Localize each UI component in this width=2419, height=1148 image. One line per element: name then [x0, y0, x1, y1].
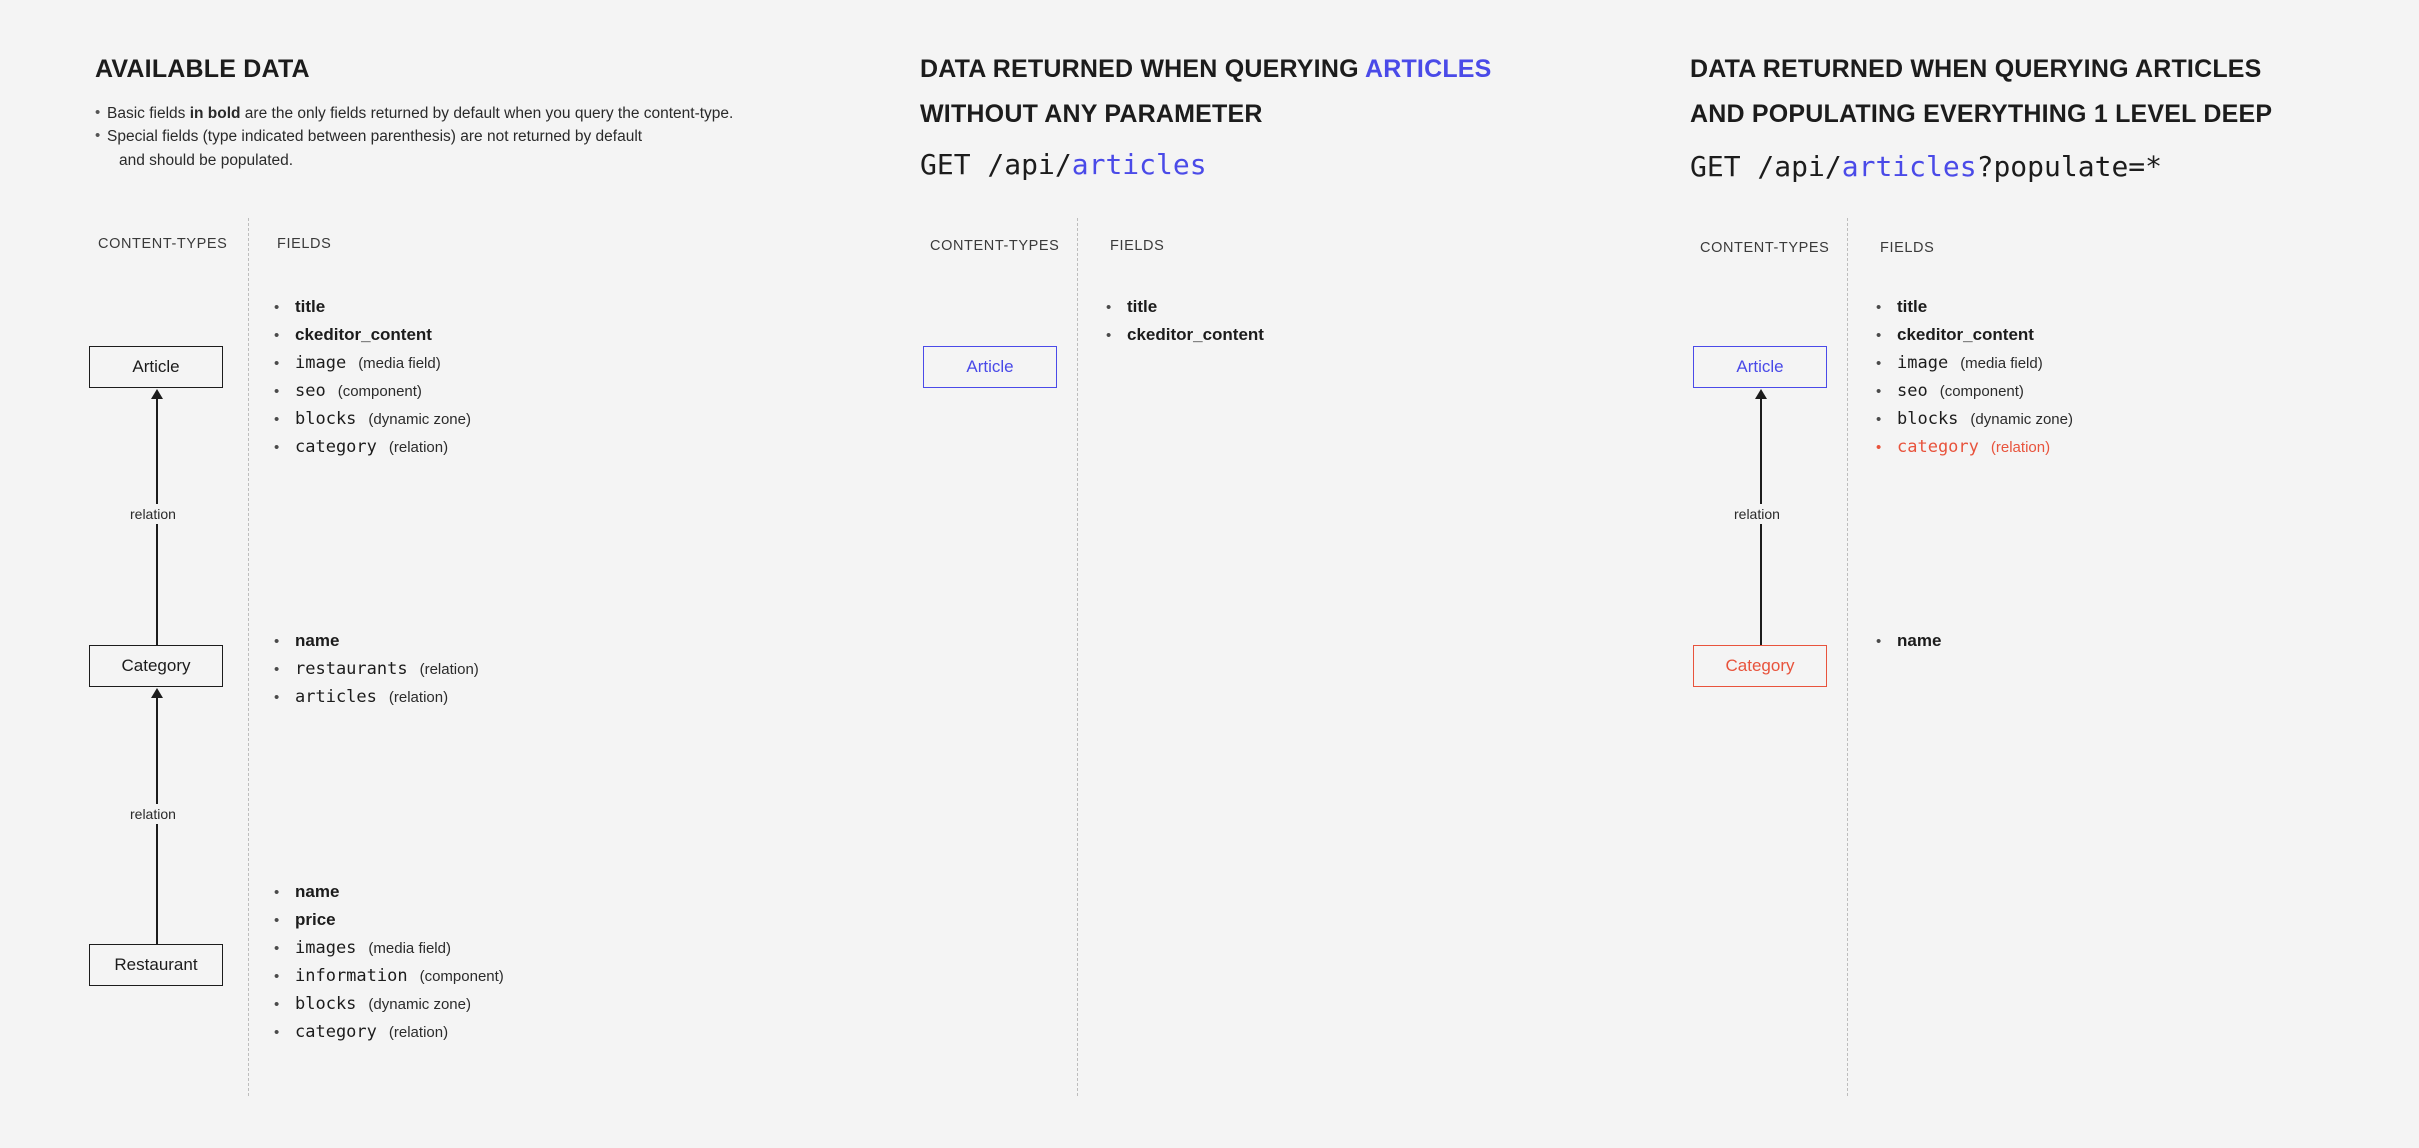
- field-name: category: [1897, 437, 1979, 457]
- node-category[interactable]: [1693, 645, 1827, 687]
- field-type: (relation): [388, 1024, 449, 1041]
- field-name: image: [1897, 353, 1949, 373]
- column-header-fields: FIELDS: [277, 236, 332, 252]
- field-name: price: [295, 910, 336, 929]
- field-name: category: [295, 1022, 377, 1042]
- field-row: [274, 966, 504, 986]
- bullet-dot-icon: •: [274, 355, 280, 372]
- request-endpoint: articles: [1071, 148, 1207, 181]
- field-name: ckeditor_content: [295, 325, 432, 344]
- bullet-dot-icon: •: [274, 1024, 280, 1041]
- field-row: [274, 409, 471, 429]
- bullet-dot-icon: •: [1876, 439, 1882, 456]
- bullet-dot-icon: •: [95, 104, 101, 121]
- panel-3-request-line: [1690, 150, 2162, 183]
- panel-populate-all: [1690, 0, 2419, 1148]
- field-row: [274, 631, 479, 651]
- request-endpoint: articles: [1841, 150, 1977, 183]
- fields-category: [274, 631, 479, 715]
- field-type: (dynamic zone): [368, 411, 471, 428]
- column-header-fields: FIELDS: [1110, 238, 1165, 254]
- note-item: [95, 125, 825, 148]
- bullet-dot-icon: •: [274, 411, 280, 428]
- field-name: blocks: [295, 409, 357, 429]
- field-name: title: [1127, 297, 1158, 316]
- field-name: title: [295, 297, 326, 316]
- bullet-dot-icon: •: [274, 633, 280, 650]
- field-type: (media field): [358, 355, 441, 372]
- node-article[interactable]: [923, 346, 1057, 388]
- field-type: (relation): [388, 689, 449, 706]
- node-category[interactable]: [89, 645, 223, 687]
- note-item-continuation: [95, 149, 825, 172]
- note-text: [107, 102, 733, 125]
- field-name: ckeditor_content: [1127, 325, 1264, 344]
- field-name: blocks: [295, 994, 357, 1014]
- bullet-dot-icon: •: [274, 884, 280, 901]
- column-header-content-types: CONTENT-TYPES: [98, 236, 228, 252]
- field-row: [1876, 325, 2073, 345]
- column-header-fields: FIELDS: [1880, 240, 1935, 256]
- bullet-dot-icon: •: [274, 996, 280, 1013]
- field-name: ckeditor_content: [1897, 325, 2034, 344]
- fields-article-default: [1106, 297, 1276, 353]
- edge-label-relation: relation: [126, 804, 180, 824]
- panel-3-subtitle: [1690, 98, 2272, 131]
- field-name: seo: [295, 381, 326, 401]
- fields-article-populated: [1876, 297, 2073, 465]
- column-divider: [1847, 218, 1848, 1096]
- bullet-dot-icon: •: [1876, 299, 1882, 316]
- bullet-dot-icon: •: [1876, 633, 1882, 650]
- http-method: GET: [920, 148, 971, 181]
- node-label: Article: [1736, 357, 1784, 376]
- panel-2-request-line: [920, 148, 1207, 181]
- field-row: [1876, 297, 2073, 317]
- edge-label-relation: relation: [126, 504, 180, 524]
- panel-2-subtitle-text: WITHOUT ANY PARAMETER: [920, 100, 1263, 128]
- bullet-dot-icon: •: [274, 383, 280, 400]
- note-pre: Special fields (type indicated between parenthesis) are not returned by default: [107, 128, 643, 146]
- fields-article: [274, 297, 471, 465]
- bullet-dot-icon: •: [274, 968, 280, 985]
- field-row: [274, 325, 471, 345]
- field-row: [274, 687, 479, 707]
- bullet-dot-icon: •: [1876, 355, 1882, 372]
- field-type: (relation): [388, 439, 449, 456]
- node-restaurant[interactable]: [89, 944, 223, 986]
- field-type: (relation): [1990, 439, 2051, 456]
- request-base-path: /api/: [1740, 150, 1842, 183]
- field-row: [274, 297, 471, 317]
- field-name: images: [295, 938, 357, 958]
- column-divider: [1077, 218, 1078, 1096]
- panel-3-title: [1690, 53, 2262, 86]
- field-row: [1876, 409, 2073, 429]
- bullet-dot-icon: •: [1876, 383, 1882, 400]
- panel-available-data: [0, 0, 920, 1148]
- field-name: seo: [1897, 381, 1928, 401]
- field-name: category: [295, 437, 377, 457]
- bullet-dot-icon: •: [1106, 299, 1112, 316]
- bullet-dot-icon: •: [1876, 327, 1882, 344]
- note-bold: in bold: [189, 105, 241, 122]
- field-type: (media field): [1960, 355, 2043, 372]
- fields-restaurant: [274, 882, 504, 1050]
- field-type: (dynamic zone): [1970, 411, 2073, 428]
- panel-1-title-text: AVAILABLE DATA: [95, 55, 310, 83]
- panel-2-title-accent: ARTICLES: [1364, 55, 1492, 83]
- note-pre: and should be populated.: [119, 151, 294, 169]
- field-name: name: [295, 882, 340, 901]
- field-row: [1106, 325, 1276, 345]
- panel-2-subtitle: [920, 98, 1263, 131]
- field-type: (media field): [368, 940, 451, 957]
- node-label: Category: [121, 656, 191, 675]
- field-name: information: [295, 966, 408, 986]
- panel-3-subtitle-text: AND POPULATING EVERYTHING 1 LEVEL DEEP: [1690, 100, 2273, 128]
- column-divider: [248, 218, 249, 1096]
- note-text: [107, 149, 293, 172]
- field-row: [274, 882, 504, 902]
- field-row: [274, 938, 504, 958]
- field-type: (component): [337, 383, 422, 400]
- bullet-dot-icon: •: [274, 940, 280, 957]
- node-article[interactable]: [1693, 346, 1827, 388]
- field-row: [274, 381, 471, 401]
- field-name: name: [1897, 631, 1942, 650]
- node-label: Category: [1725, 656, 1795, 675]
- field-name: restaurants: [295, 659, 408, 679]
- panel-no-parameter: [920, 0, 1690, 1148]
- field-name: image: [295, 353, 347, 373]
- field-type: (relation): [419, 661, 479, 678]
- field-row: [274, 659, 479, 679]
- field-row: [1876, 353, 2073, 373]
- request-suffix: ?populate=*: [1976, 150, 2163, 183]
- field-name: blocks: [1897, 409, 1959, 429]
- field-type: (component): [1939, 383, 2024, 400]
- bullet-dot-icon: •: [274, 327, 280, 344]
- field-name: articles: [295, 687, 377, 707]
- node-article[interactable]: [89, 346, 223, 388]
- field-row: [1876, 631, 1953, 651]
- bullet-dot-icon: •: [1106, 327, 1112, 344]
- field-row: [274, 910, 504, 930]
- panel-1-title: [95, 53, 310, 86]
- note-pre: Basic fields: [107, 105, 190, 122]
- node-label: Article: [966, 357, 1014, 376]
- panel-1-notes: [95, 102, 825, 172]
- column-header-content-types: CONTENT-TYPES: [1700, 240, 1830, 256]
- field-type: (component): [419, 968, 504, 985]
- request-base-path: /api/: [970, 148, 1072, 181]
- fields-category-populated: [1876, 631, 1953, 659]
- bullet-dot-icon: •: [274, 661, 280, 678]
- panel-3-title-text: DATA RETURNED WHEN QUERYING ARTICLES: [1690, 55, 2262, 83]
- bullet-dot-icon: •: [274, 912, 280, 929]
- column-header-content-types: CONTENT-TYPES: [930, 238, 1060, 254]
- field-row: [1876, 381, 2073, 401]
- field-row: [274, 994, 504, 1014]
- bullet-dot-icon: •: [274, 689, 280, 706]
- note-post: are the only fields returned by default when you query the content-type.: [240, 105, 734, 122]
- http-method: GET: [1690, 150, 1741, 183]
- note-text: [107, 125, 642, 148]
- note-item: [95, 102, 825, 125]
- field-name: title: [1897, 297, 1928, 316]
- bullet-dot-icon: •: [274, 299, 280, 316]
- field-row: [274, 437, 471, 457]
- field-row: [274, 353, 471, 373]
- field-type: (dynamic zone): [368, 996, 471, 1013]
- node-label: Restaurant: [114, 955, 198, 974]
- field-row: [1106, 297, 1276, 317]
- field-row-highlighted: [1876, 437, 2073, 457]
- bullet-dot-icon: •: [1876, 411, 1882, 428]
- edge-label-relation: relation: [1730, 504, 1784, 524]
- field-row: [274, 1022, 504, 1042]
- bullet-dot-icon: •: [95, 127, 101, 145]
- panel-2-title: [920, 53, 1492, 86]
- bullet-dot-icon: •: [274, 439, 280, 456]
- node-label: Article: [132, 357, 180, 376]
- panel-2-title-text: DATA RETURNED WHEN QUERYING: [920, 55, 1365, 83]
- field-name: name: [295, 631, 340, 650]
